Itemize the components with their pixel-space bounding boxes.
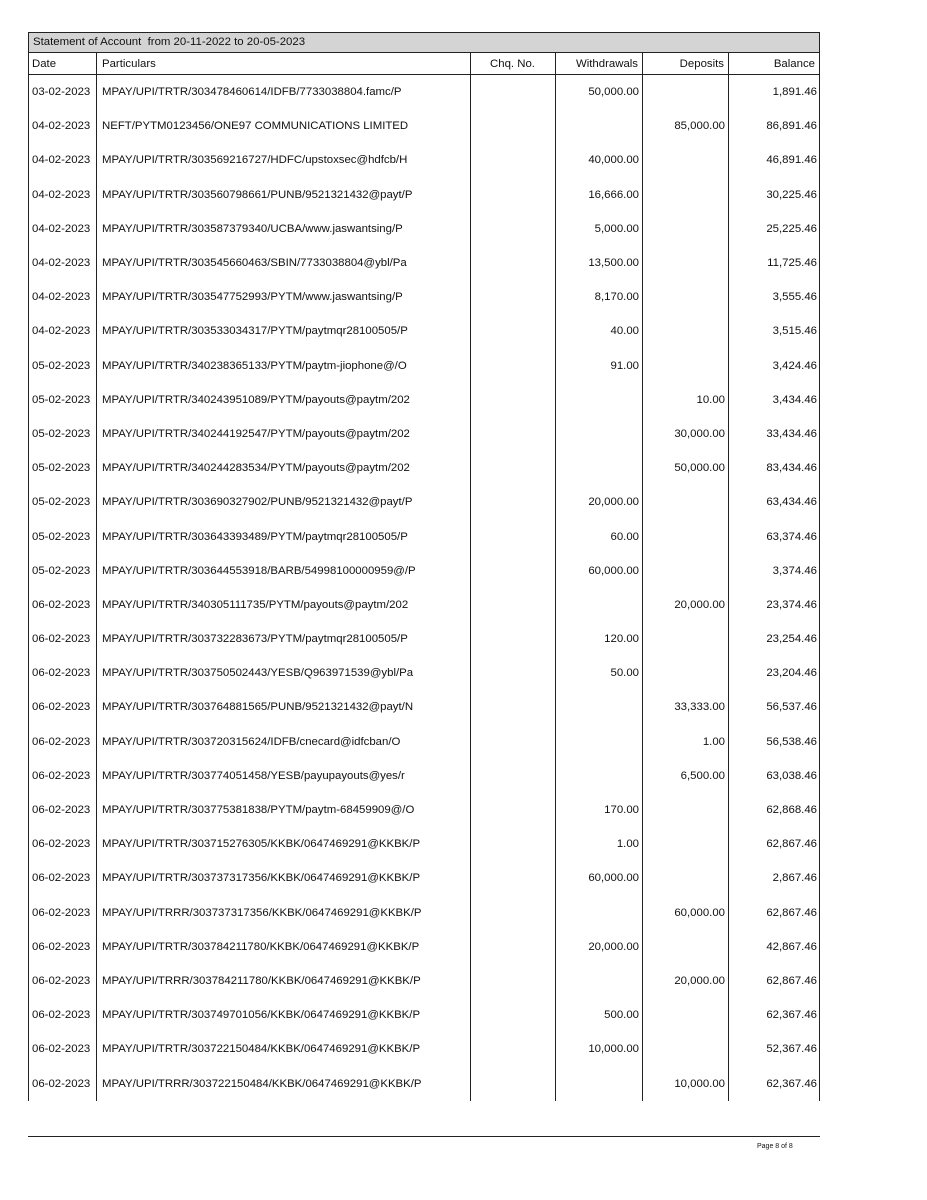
- table-row: [28, 725, 820, 759]
- date-cell: 05-02-2023: [32, 564, 91, 577]
- date-cell: 04-02-2023: [32, 257, 91, 270]
- balance-cell: 11,725.46: [767, 257, 817, 270]
- balance-cell: 3,424.46: [772, 359, 817, 372]
- deposits-cell: 6,500.00: [680, 769, 725, 782]
- deposits-cell: 33,333.00: [674, 701, 725, 714]
- table-row: [28, 519, 820, 553]
- particulars-cell: MPAY/UPI/TRTR/303720315624/IDFB/cnecard@idfcban/O: [102, 735, 401, 748]
- table-row: [28, 622, 820, 656]
- deposits-cell: 50,000.00: [674, 462, 725, 475]
- date-cell: 06-02-2023: [32, 940, 91, 953]
- particulars-cell: MPAY/UPI/TRTR/303560798661/PUNB/9521321432@payt/P: [102, 188, 413, 201]
- withdrawals-cell: 13,500.00: [588, 257, 639, 270]
- particulars-cell: MPAY/UPI/TRTR/303737317356/KKBK/0647469291@KKBK/P: [102, 872, 421, 885]
- table-row: [28, 178, 820, 212]
- table-row: [28, 383, 820, 417]
- deposits-cell: 60,000.00: [674, 906, 725, 919]
- balance-cell: 23,254.46: [766, 633, 817, 646]
- table-row: [28, 896, 820, 930]
- table-row: [28, 314, 820, 348]
- balance-cell: 62,868.46: [766, 804, 817, 817]
- withdrawals-cell: 50,000.00: [588, 86, 639, 99]
- balance-column-header: Balance: [773, 57, 815, 70]
- table-row: [28, 143, 820, 177]
- date-cell: 05-02-2023: [32, 427, 91, 440]
- transaction-table-body: [28, 75, 820, 1101]
- date-cell: 06-02-2023: [32, 1043, 91, 1056]
- date-cell: 06-02-2023: [32, 872, 91, 885]
- table-row: [28, 246, 820, 280]
- date-cell: 06-02-2023: [32, 701, 91, 714]
- particulars-cell: MPAY/UPI/TRTR/303749701056/KKBK/0647469291@KKBK/P: [102, 1009, 421, 1022]
- withdrawals-cell: 16,666.00: [588, 188, 639, 201]
- particulars-cell: MPAY/UPI/TRTR/303774051458/YESB/payupayouts@yes/r: [102, 769, 405, 782]
- balance-cell: 1,891.46: [772, 86, 817, 99]
- particulars-cell: MPAY/UPI/TRTR/303750502443/YESB/Q963971539@ybl/Pa: [102, 667, 414, 680]
- column-divider: [555, 53, 556, 1101]
- table-row: [28, 280, 820, 314]
- particulars-cell: MPAY/UPI/TRTR/303547752993/PYTM/www.jaswantsing/P: [102, 291, 403, 304]
- table-row: [28, 759, 820, 793]
- balance-cell: 63,038.46: [766, 769, 817, 782]
- particulars-cell: MPAY/UPI/TRTR/303722150484/KKBK/0647469291@KKBK/P: [102, 1043, 421, 1056]
- date-cell: 05-02-2023: [32, 496, 91, 509]
- deposits-cell: 85,000.00: [674, 120, 725, 133]
- balance-cell: 62,867.46: [766, 974, 817, 987]
- table-row: [28, 964, 820, 998]
- withdrawals-cell: 170.00: [604, 804, 639, 817]
- withdrawals-cell: 20,000.00: [588, 940, 639, 953]
- particulars-cell: MPAY/UPI/TRRR/303784211780/KKBK/0647469291@KKBK/P: [102, 974, 421, 987]
- balance-cell: 56,537.46: [766, 701, 817, 714]
- balance-cell: 63,374.46: [766, 530, 817, 543]
- deposits-cell: 1.00: [702, 735, 725, 748]
- withdrawals-cell: 10,000.00: [588, 1043, 639, 1056]
- table-row: [28, 588, 820, 622]
- particulars-cell: MPAY/UPI/TRTR/340238365133/PYTM/paytm-jiophone@/O: [102, 359, 407, 372]
- table-row: [28, 451, 820, 485]
- particulars-cell: MPAY/UPI/TRTR/303690327902/PUNB/9521321432@payt/P: [102, 496, 413, 509]
- date-cell: 06-02-2023: [32, 769, 91, 782]
- date-cell: 05-02-2023: [32, 359, 91, 372]
- date-cell: 06-02-2023: [32, 598, 91, 611]
- balance-cell: 63,434.46: [766, 496, 817, 509]
- chq-no-column-header: Chq. No.: [490, 57, 535, 70]
- withdrawals-cell: 1.00: [616, 838, 639, 851]
- balance-cell: 86,891.46: [766, 120, 817, 133]
- balance-cell: 3,515.46: [772, 325, 817, 338]
- balance-cell: 62,367.46: [766, 1077, 817, 1090]
- date-cell: 06-02-2023: [32, 735, 91, 748]
- particulars-cell: MPAY/UPI/TRTR/303764881565/PUNB/9521321432@payt/N: [102, 701, 414, 714]
- particulars-cell: MPAY/UPI/TRTR/340305111735/PYTM/payouts@paytm/202: [102, 598, 409, 611]
- balance-cell: 83,434.46: [766, 462, 817, 475]
- date-cell: 06-02-2023: [32, 1077, 91, 1090]
- withdrawals-cell: 20,000.00: [588, 496, 639, 509]
- particulars-cell: MPAY/UPI/TRTR/303775381838/PYTM/paytm-68459909@/O: [102, 804, 415, 817]
- balance-cell: 23,374.46: [766, 598, 817, 611]
- date-cell: 05-02-2023: [32, 462, 91, 475]
- particulars-cell: MPAY/UPI/TRTR/303644553918/BARB/54998100000959@/P: [102, 564, 416, 577]
- withdrawals-cell: 91.00: [610, 359, 639, 372]
- date-cell: 06-02-2023: [32, 906, 91, 919]
- table-row: [28, 930, 820, 964]
- table-row: [28, 1066, 820, 1100]
- particulars-cell: NEFT/PYTM0123456/ONE97 COMMUNICATIONS LIMITED: [102, 120, 409, 133]
- withdrawals-cell: 8,170.00: [594, 291, 639, 304]
- withdrawals-cell: 40.00: [610, 325, 639, 338]
- withdrawals-cell: 50.00: [610, 667, 639, 680]
- particulars-cell: MPAY/UPI/TRTR/303587379340/UCBA/www.jaswantsing/P: [102, 222, 403, 235]
- date-cell: 04-02-2023: [32, 188, 91, 201]
- balance-cell: 23,204.46: [766, 667, 817, 680]
- withdrawals-cell: 120.00: [604, 633, 639, 646]
- date-cell: 05-02-2023: [32, 393, 91, 406]
- date-cell: 04-02-2023: [32, 120, 91, 133]
- date-cell: 05-02-2023: [32, 530, 91, 543]
- table-row: [28, 349, 820, 383]
- column-divider: [470, 53, 471, 1101]
- date-cell: 04-02-2023: [32, 291, 91, 304]
- column-divider: [728, 53, 729, 1101]
- deposits-cell: 10.00: [696, 393, 725, 406]
- date-cell: 04-02-2023: [32, 154, 91, 167]
- table-row: [28, 998, 820, 1032]
- table-row: [28, 485, 820, 519]
- table-left-border: [28, 52, 29, 1101]
- deposits-cell: 20,000.00: [674, 598, 725, 611]
- table-row: [28, 75, 820, 109]
- particulars-cell: MPAY/UPI/TRTR/340243951089/PYTM/payouts@paytm/202: [102, 393, 410, 406]
- withdrawals-cell: 60,000.00: [588, 872, 639, 885]
- withdrawals-cell: 500.00: [604, 1009, 639, 1022]
- particulars-cell: MPAY/UPI/TRRR/303722150484/KKBK/0647469291@KKBK/P: [102, 1077, 422, 1090]
- balance-cell: 3,434.46: [772, 393, 817, 406]
- particulars-cell: MPAY/UPI/TRTR/303478460614/IDFB/7733038804.famc/P: [102, 86, 402, 99]
- date-cell: 06-02-2023: [32, 1009, 91, 1022]
- balance-cell: 3,555.46: [772, 291, 817, 304]
- table-header: [28, 53, 820, 75]
- table-row: [28, 554, 820, 588]
- particulars-cell: MPAY/UPI/TRTR/303732283673/PYTM/paytmqr28100505/P: [102, 633, 408, 646]
- date-cell: 06-02-2023: [32, 974, 91, 987]
- particulars-cell: MPAY/UPI/TRRR/303737317356/KKBK/0647469291@KKBK/P: [102, 906, 422, 919]
- date-cell: 04-02-2023: [32, 222, 91, 235]
- table-row: [28, 1032, 820, 1066]
- column-divider: [642, 53, 643, 1101]
- table-right-border: [819, 52, 820, 1101]
- date-cell: 06-02-2023: [32, 667, 91, 680]
- particulars-column-header: Particulars: [102, 57, 156, 70]
- balance-cell: 42,867.46: [766, 940, 817, 953]
- balance-cell: 62,867.46: [766, 838, 817, 851]
- particulars-cell: MPAY/UPI/TRTR/303784211780/KKBK/0647469291@KKBK/P: [102, 940, 420, 953]
- deposits-cell: 20,000.00: [674, 974, 725, 987]
- table-row: [28, 212, 820, 246]
- withdrawals-cell: 60.00: [610, 530, 639, 543]
- balance-cell: 2,867.46: [772, 872, 817, 885]
- date-cell: 06-02-2023: [32, 804, 91, 817]
- balance-cell: 62,867.46: [766, 906, 817, 919]
- balance-cell: 52,367.46: [766, 1043, 817, 1056]
- table-row: [28, 827, 820, 861]
- column-divider: [96, 53, 97, 1101]
- page-number: Page 8 of 8: [757, 1143, 793, 1150]
- date-cell: 04-02-2023: [32, 325, 91, 338]
- table-row: [28, 861, 820, 895]
- balance-cell: 25,225.46: [766, 222, 817, 235]
- particulars-cell: MPAY/UPI/TRTR/303643393489/PYTM/paytmqr28100505/P: [102, 530, 408, 543]
- footer-divider: [28, 1136, 820, 1137]
- table-row: [28, 793, 820, 827]
- table-row: [28, 690, 820, 724]
- balance-cell: 56,538.46: [766, 735, 817, 748]
- balance-cell: 46,891.46: [766, 154, 817, 167]
- table-row: [28, 656, 820, 690]
- particulars-cell: MPAY/UPI/TRTR/303545660463/SBIN/7733038804@ybl/Pa: [102, 257, 407, 270]
- balance-cell: 30,225.46: [766, 188, 817, 201]
- withdrawals-column-header: Withdrawals: [575, 57, 638, 70]
- withdrawals-cell: 60,000.00: [588, 564, 639, 577]
- date-cell: 03-02-2023: [32, 86, 91, 99]
- date-cell: 06-02-2023: [32, 838, 91, 851]
- particulars-cell: MPAY/UPI/TRTR/303715276305/KKBK/0647469291@KKBK/P: [102, 838, 421, 851]
- date-column-header: Date: [32, 57, 57, 70]
- particulars-cell: MPAY/UPI/TRTR/340244192547/PYTM/payouts@paytm/202: [102, 427, 410, 440]
- particulars-cell: MPAY/UPI/TRTR/303533034317/PYTM/paytmqr28100505/P: [102, 325, 408, 338]
- withdrawals-cell: 40,000.00: [588, 154, 639, 167]
- date-cell: 06-02-2023: [32, 633, 91, 646]
- balance-cell: 33,434.46: [766, 427, 817, 440]
- statement-title: Statement of Account from 20-11-2022 to 20-05-2023: [28, 32, 820, 53]
- balance-cell: 3,374.46: [772, 564, 817, 577]
- balance-cell: 62,367.46: [766, 1009, 817, 1022]
- deposits-column-header: Deposits: [679, 57, 724, 70]
- deposits-cell: 10,000.00: [674, 1077, 725, 1090]
- table-row: [28, 417, 820, 451]
- particulars-cell: MPAY/UPI/TRTR/340244283534/PYTM/payouts@paytm/202: [102, 462, 410, 475]
- particulars-cell: MPAY/UPI/TRTR/303569216727/HDFC/upstoxsec@hdfcb/H: [102, 154, 408, 167]
- withdrawals-cell: 5,000.00: [594, 222, 639, 235]
- deposits-cell: 30,000.00: [674, 427, 725, 440]
- table-row: [28, 109, 820, 143]
